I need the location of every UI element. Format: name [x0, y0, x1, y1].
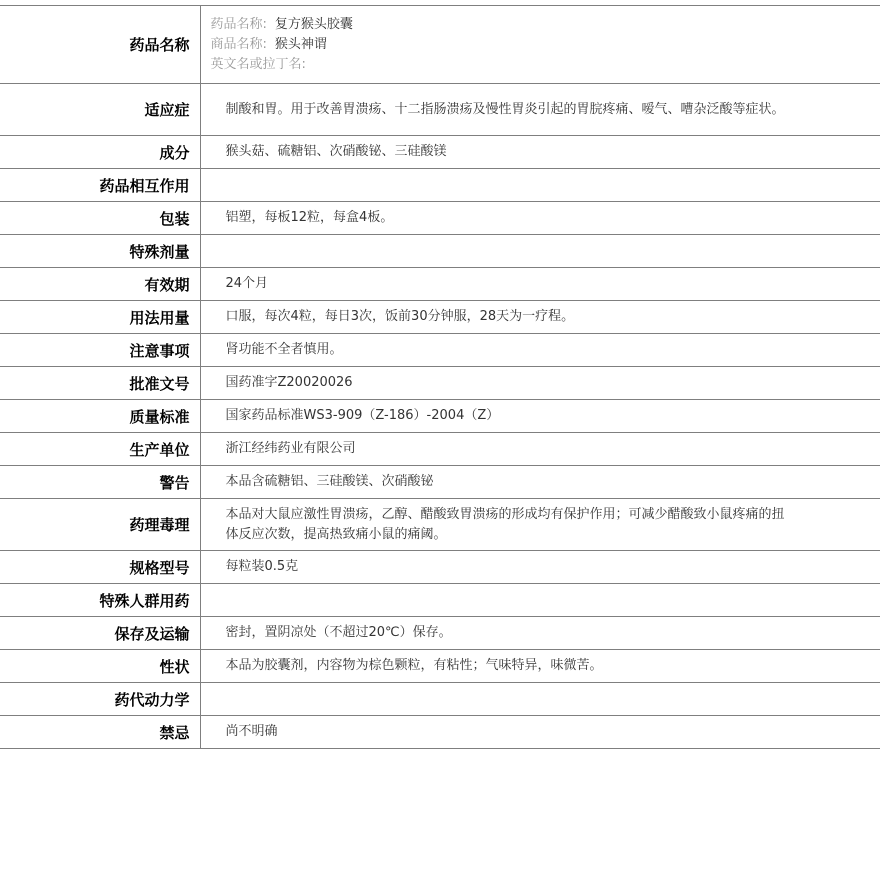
row-value: 本品为胶囊剂，内容物为棕色颗粒，有粘性；气味特异，味微苦。	[200, 650, 880, 683]
row-precautions	[0, 334, 880, 367]
row-label: 用法用量	[0, 301, 200, 334]
row-quality-standard	[0, 400, 880, 433]
row-warning	[0, 466, 880, 499]
row-label: 包装	[0, 202, 200, 235]
trade-name-key: 商品名称:	[210, 36, 267, 52]
row-approval-number	[0, 367, 880, 400]
row-label: 药品相互作用	[0, 169, 200, 202]
row-description	[0, 650, 880, 683]
row-label: 有效期	[0, 268, 200, 301]
row-label: 药品名称	[0, 6, 200, 84]
row-special-dosage	[0, 235, 880, 268]
row-value: 肾功能不全者慎用。	[200, 334, 880, 367]
row-label: 性状	[0, 650, 200, 683]
row-label: 注意事项	[0, 334, 200, 367]
row-specification	[0, 551, 880, 584]
row-label: 禁忌	[0, 716, 200, 749]
english-name-key: 英文名或拉丁名:	[210, 56, 306, 72]
row-shelf-life	[0, 268, 880, 301]
row-pharmacology	[0, 499, 880, 551]
row-interactions	[0, 169, 880, 202]
row-label: 成分	[0, 136, 200, 169]
row-ingredients	[0, 136, 880, 169]
row-contraindications	[0, 716, 880, 749]
trade-name-line	[211, 35, 791, 55]
row-label: 批准文号	[0, 367, 200, 400]
row-label: 适应症	[0, 84, 200, 136]
row-value: 国药准字Z20020026	[200, 367, 880, 400]
row-value: 口服，每次4粒，每日3次，饭前30分钟服，28天为一疗程。	[200, 301, 880, 334]
row-value: 每粒装0.5克	[200, 551, 880, 584]
row-value	[200, 169, 880, 202]
generic-name-value: 复方猴头胶囊	[274, 16, 353, 32]
generic-name-key: 药品名称:	[210, 16, 267, 32]
row-label: 生产单位	[0, 433, 200, 466]
row-value: 本品含硫糖铝、三硅酸镁、次硝酸铋	[200, 466, 880, 499]
row-label: 药理毒理	[0, 499, 200, 551]
row-special-populations	[0, 584, 880, 617]
drug-spec-table	[0, 5, 880, 749]
row-storage	[0, 617, 880, 650]
row-manufacturer	[0, 433, 880, 466]
row-packaging	[0, 202, 880, 235]
row-pharmacokinetics	[0, 683, 880, 716]
row-value: 浙江经纬药业有限公司	[200, 433, 880, 466]
row-label: 药代动力学	[0, 683, 200, 716]
row-label: 特殊剂量	[0, 235, 200, 268]
row-value: 24个月	[200, 268, 880, 301]
row-drug-name	[0, 6, 880, 84]
row-label: 保存及运输	[0, 617, 200, 650]
row-value: 本品对大鼠应激性胃溃疡，乙醇、醋酸致胃溃疡的形成均有保护作用；可减少醋酸致小鼠疼痛的扭体反应次数，提高热致痛小鼠的痛阈。	[200, 499, 880, 551]
row-value: 尚不明确	[200, 716, 880, 749]
row-value: 密封，置阴凉处（不超过20℃）保存。	[200, 617, 880, 650]
row-value: 铝塑，每板12粒，每盒4板。	[200, 202, 880, 235]
row-value: 国家药品标准WS3-909（Z-186）-2004（Z）	[200, 400, 880, 433]
name-block	[200, 6, 880, 84]
english-name-line	[211, 55, 791, 75]
generic-name-line	[211, 15, 791, 35]
row-value	[200, 584, 880, 617]
row-label: 质量标准	[0, 400, 200, 433]
row-value: 制酸和胃。用于改善胃溃疡、十二指肠溃疡及慢性胃炎引起的胃脘疼痛、嗳气、嘈杂泛酸等症状。	[200, 84, 880, 136]
row-value	[200, 235, 880, 268]
trade-name-value: 猴头神谓	[274, 36, 327, 52]
row-label: 规格型号	[0, 551, 200, 584]
row-label: 特殊人群用药	[0, 584, 200, 617]
row-value	[200, 683, 880, 716]
row-label: 警告	[0, 466, 200, 499]
row-value: 猴头菇、硫糖铝、次硝酸铋、三硅酸镁	[200, 136, 880, 169]
row-dosage	[0, 301, 880, 334]
row-indications	[0, 84, 880, 136]
